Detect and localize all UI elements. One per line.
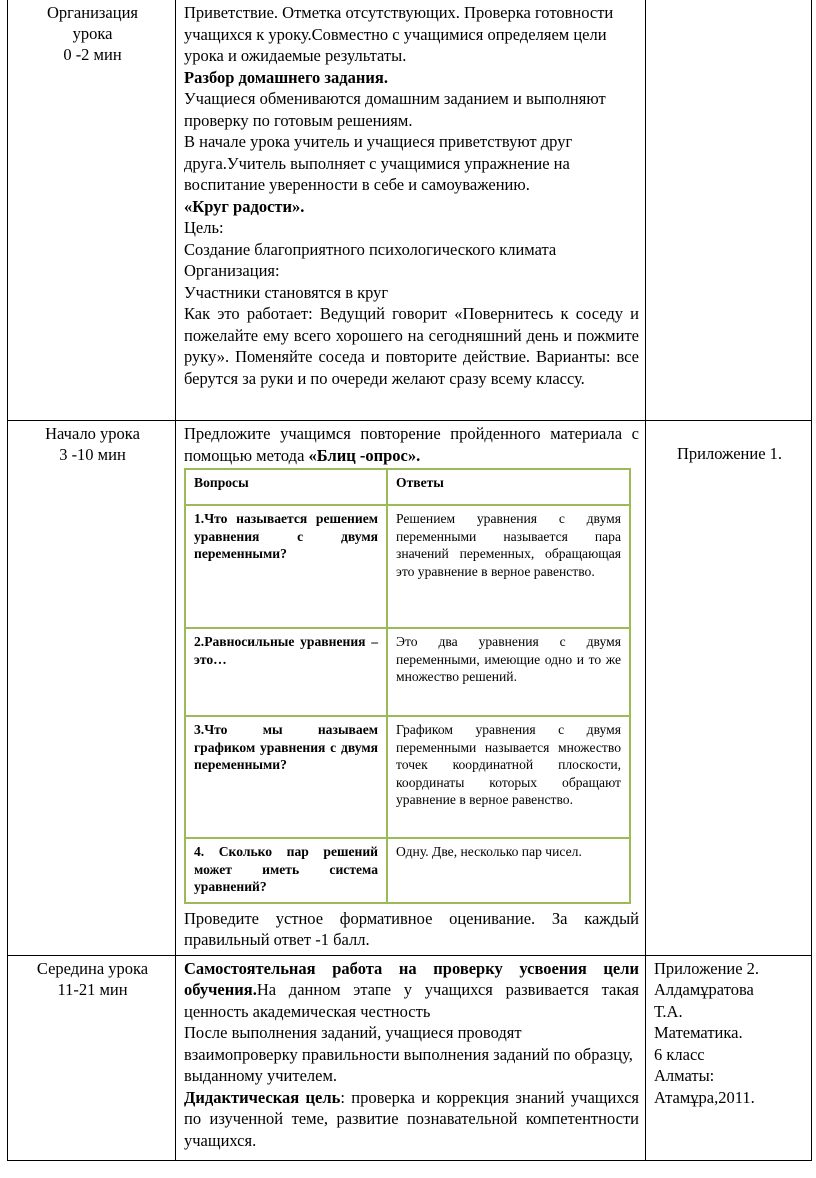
quiz-answer: Решением уравнения с двумя переменными называется пара значений переменных, обращающая это уравнение в верное равенство. <box>387 505 630 628</box>
stage-cell <box>8 0 176 421</box>
independent-work-heading: Самостоятельная работа на проверку усвоения цели обучения. <box>184 958 639 999</box>
goal-text: Создание благоприятного психологического климата <box>184 239 557 259</box>
quiz-question: 1.Что называется решением уравнения с двумя переменными? <box>185 505 387 628</box>
resource-line: Алматы: <box>654 1066 715 1085</box>
stage-title-line1: Организация <box>46 3 138 22</box>
assessment-paragraph: Проведите устное формативное оценивание. За каждый правильный ответ -1 балл. <box>184 908 639 949</box>
content-cell <box>176 421 646 956</box>
quiz-header-answers: Ответы <box>387 469 630 505</box>
homework-paragraph: Учащиеся обмениваются домашним заданием и выполняют проверку по готовым решениям. <box>184 89 606 130</box>
resource-line: Приложение 2. <box>654 958 760 978</box>
quiz-row <box>185 838 630 903</box>
quiz-question: 2.Равносильные уравнения – это… <box>185 628 387 716</box>
stage-cell <box>8 421 176 956</box>
resource-line: Т.А. <box>654 1001 683 1021</box>
didactic-goal-text: : проверка и коррекция знаний учащихся по изученной теме, развитие познавательной компетентности учащихся. <box>184 1087 639 1150</box>
blitz-quiz-table <box>184 468 631 904</box>
how-it-works-paragraph: Как это работает: Ведущий говорит «Повернитесь к соседу и пожелайте ему всего хорошего на сегодняшний день и пожмите руку». Поменяйте соседа и повторите действие. Варианты: все берутся за руки и по очереди желают сразу всему классу. <box>184 304 639 388</box>
independent-work-paragraph <box>184 958 639 1023</box>
lesson-plan-table <box>7 0 812 1161</box>
resources-cell <box>646 0 812 421</box>
quiz-row <box>185 716 630 838</box>
blitz-intro-text: Предложите учащимся повторение пройденного материала с помощью метода <box>184 424 639 465</box>
quiz-header-questions: Вопросы <box>185 469 387 505</box>
stage-title: Начало урока <box>45 424 140 443</box>
independent-work-text: На данном этапе у учащихся развивается такая ценность академическая честность <box>184 980 639 1021</box>
didactic-goal-label: Дидактическая цель <box>184 1087 341 1107</box>
quiz-row <box>185 505 630 628</box>
organization-text: Участники становятся в круг <box>184 282 389 302</box>
resource-line: Математика. <box>654 1023 743 1042</box>
circle-of-joy-heading: «Круг радости». <box>184 196 305 216</box>
peer-review-paragraph: После выполнения заданий, учащиеся проводят взаимопроверку правильности выполнения заданий по образцу, выданному учителем. <box>184 1023 633 1085</box>
quiz-question: 3.Что мы называем графиком уравнения с двумя переменными? <box>185 716 387 838</box>
quiz-header-row <box>185 469 630 505</box>
resources-cell: Приложение 1. <box>646 421 812 956</box>
table-row-lesson-middle <box>8 955 812 1160</box>
blitz-intro-paragraph <box>184 423 639 466</box>
warmup-paragraph: В начале урока учитель и учащиеся приветствуют друг друга.Учитель выполняет с учащимися упражнение на воспитание уверенности в себе и самоуважению. <box>184 132 573 194</box>
content-cell <box>176 955 646 1160</box>
didactic-goal-paragraph <box>184 1087 639 1152</box>
quiz-answer: Одну. Две, несколько пар чисел. <box>387 838 630 903</box>
blitz-method-name: «Блиц -опрос». <box>308 445 421 465</box>
quiz-answer: Графиком уравнения с двумя переменными называется множество точек координатной плоскости, координаты которых обращают уравнение в верное равенство. <box>387 716 630 838</box>
stage-cell <box>8 955 176 1160</box>
resource-line: Алдамұратова <box>654 980 754 999</box>
resources-cell <box>646 955 812 1160</box>
stage-title-line2: урока <box>72 24 113 43</box>
organization-label: Организация: <box>184 261 280 280</box>
quiz-answer: Это два уравнения с двумя переменными, имеющие одно и то же множество решений. <box>387 628 630 716</box>
content-cell <box>176 0 646 421</box>
stage-time: 3 -10 мин <box>59 445 126 464</box>
table-row-organization <box>8 0 812 421</box>
stage-time: 11-21 мин <box>57 979 128 999</box>
quiz-question: 4. Сколько пар решений может иметь система уравнений? <box>185 838 387 903</box>
quiz-row <box>185 628 630 716</box>
stage-time: 0 -2 мин <box>63 45 122 64</box>
homework-heading: Разбор домашнего задания. <box>184 67 388 87</box>
table-row-lesson-start <box>8 421 812 956</box>
greeting-paragraph: Приветствие. Отметка отсутствующих. Проверка готовности учащихся к уроку.Совместно с учащимися определяем цели урока и ожидаемые результаты. <box>184 3 614 65</box>
stage-title: Середина урока <box>36 958 149 978</box>
resource-line: 6 класс <box>654 1044 705 1064</box>
goal-label: Цель: <box>184 218 224 237</box>
resource-line: Атамұра,2011. <box>654 1087 755 1107</box>
